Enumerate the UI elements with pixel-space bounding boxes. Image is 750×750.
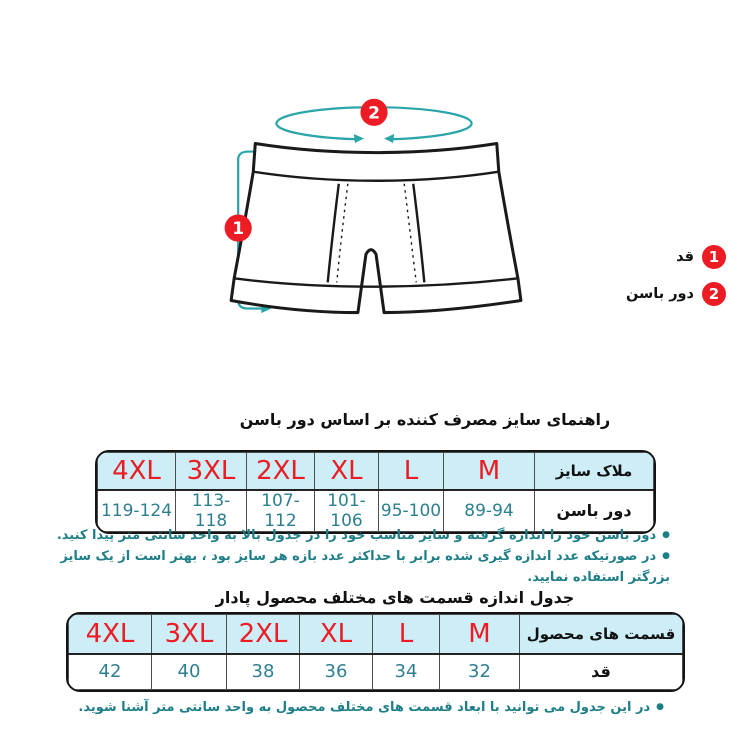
note-line: ● در این جدول می توانید با ابعاد قسمت های مختلف محصول به واحد سانتی متر آشنا شوید. (20, 698, 664, 719)
note-line: ● در صورتیکه عدد اندازه گیری شده برابر با حداکثر عدد بازه هر سایز بود ، بهتر است از یک سایز بزرگتر استفاده نمایید. (20, 547, 670, 588)
size-cell: 4XL (69, 615, 152, 654)
hip-value-cell: 101-106 (315, 490, 379, 532)
hip-value-cell: 89-94 (444, 490, 535, 532)
legend-item-height (626, 245, 726, 269)
size-cell: 3XL (176, 453, 247, 490)
height-value-cell: 34 (373, 654, 440, 690)
size-cell: XL (300, 615, 373, 654)
measure-2-number: 2 (368, 103, 380, 124)
boxer-shorts-diagram (210, 95, 532, 347)
legend-2-badge-icon: 2 (702, 282, 726, 306)
size-cell: XL (315, 453, 379, 490)
size-guide-table (95, 450, 656, 534)
hip-value-cell: 107-112 (247, 490, 315, 532)
size-cell: M (444, 453, 535, 490)
size-cell: 2XL (247, 453, 315, 490)
product-parts-header: قسمت های محصول (520, 615, 683, 654)
height-values-row (69, 654, 683, 690)
legend-1-label: قد (676, 249, 694, 265)
height-value-cell: 36 (300, 654, 373, 690)
hip-value-cell: 119-124 (98, 490, 176, 532)
height-value-cell: 42 (69, 654, 152, 690)
legend-1-badge-icon: 1 (702, 245, 726, 269)
hip-value-cell: 95-100 (379, 490, 444, 532)
height-value-cell: 38 (227, 654, 300, 690)
legend-2-label: دور باسن (625, 286, 694, 302)
height-row-label: قد (520, 654, 683, 690)
measure-1-number: 1 (232, 219, 245, 240)
size-cell: 3XL (152, 615, 227, 654)
hip-values-row (98, 490, 654, 532)
product-table-notes (20, 698, 664, 719)
height-value-cell: 40 (152, 654, 227, 690)
note-line: ● دور باسن خود را اندازه گرفته و سایز مناسب خود را در جدول بالا به واحد سانتی متر پیدا کنید. (20, 526, 670, 547)
measure-legend (626, 245, 726, 306)
size-cell: 2XL (227, 615, 300, 654)
hip-row-label: دور باسن (535, 490, 654, 532)
hip-value-cell: 113-118 (176, 490, 247, 532)
size-cell: M (440, 615, 520, 654)
size-guide-title: راهنمای سایز مصرف کننده بر اساس دور باسن (239, 410, 611, 429)
product-table-header-row (69, 615, 683, 654)
product-parts-table (66, 612, 685, 692)
product-table-title: جدول اندازه قسمت های مختلف محصول پادار (215, 588, 575, 607)
size-cell: L (379, 453, 444, 490)
size-cell: L (373, 615, 440, 654)
size-guide-header-row (98, 453, 654, 490)
size-guide-notes (20, 526, 670, 588)
legend-item-hip (626, 282, 726, 306)
height-value-cell: 32 (440, 654, 520, 690)
size-cell: 4XL (98, 453, 176, 490)
ellipse-gap-mask (357, 131, 391, 143)
size-criteria-header: ملاک سایز (535, 453, 654, 490)
